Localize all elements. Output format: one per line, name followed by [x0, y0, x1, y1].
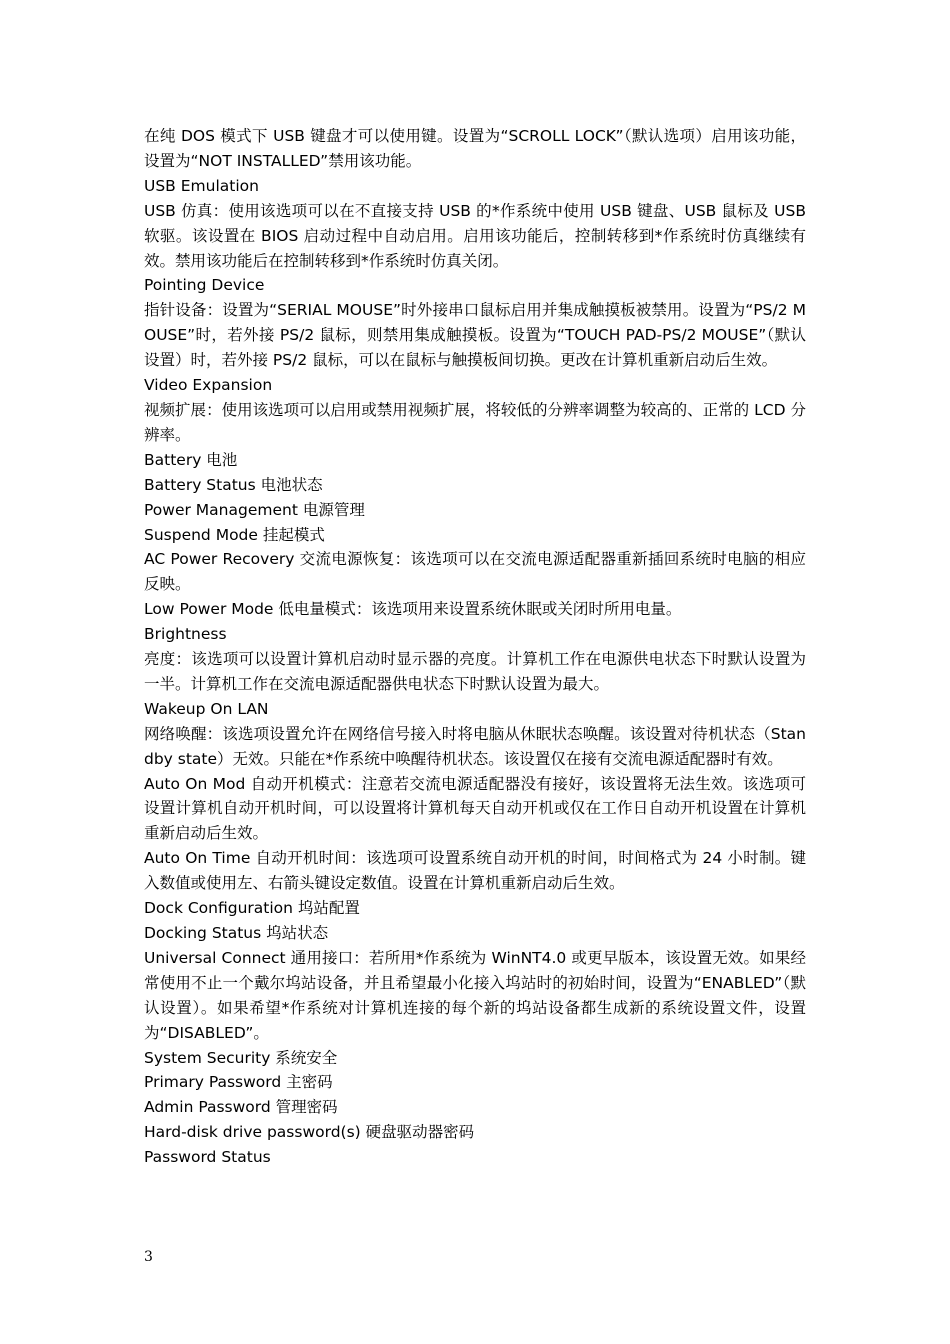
- heading-admin-password: Admin Password 管理密码: [144, 1098, 338, 1117]
- document-body: [144, 124, 806, 1170]
- heading-battery-status: Battery Status 电池状态: [144, 475, 323, 494]
- heading-pointing-device: Pointing Device: [144, 276, 265, 295]
- heading-primary-password: Primary Password 主密码: [144, 1073, 333, 1092]
- heading-hard-disk-password: Hard-disk drive password(s) 硬盘驱动器密码: [144, 1123, 475, 1142]
- paragraph-universal-connect: Universal Connect 通用接口：若所用*作系统为 WinNT4.0 或更早版本，该设置无效。如果经常使用不止一个戴尔坞站设备，并且希望最小化接入坞站时的初始时间，设置为“ENABLED”（默认设置）。如果希望*作系统对计算机连接的每个新的坞站设备都生成新的系统设置文件，设置为“DISABLED”。: [144, 948, 806, 1042]
- heading-wakeup-on-lan: Wakeup On LAN: [144, 699, 269, 718]
- paragraph-ac-power-recovery: AC Power Recovery 交流电源恢复：该选项可以在交流电源适配器重新插回系统时电脑的相应反映。: [144, 550, 806, 594]
- heading-video-expansion: Video Expansion: [144, 376, 273, 395]
- heading-suspend-mode: Suspend Mode 挂起模式: [144, 525, 325, 544]
- paragraph-brightness: 亮度：该选项可以设置计算机启动时显示器的亮度。计算机工作在电源供电状态下时默认设置为一半。计算机工作在交流电源适配器供电状态下时默认设置为最大。: [144, 650, 806, 693]
- paragraph-usb-emulation: USB 仿真：使用该选项可以在不直接支持 USB 的*作系统中使用 USB 键盘、USB 鼠标及 USB 软驱。该设置在 BIOS 启动过程中自动启用。启用该功能后，控制转移到*作系统时仿真继续有效。禁用该功能后在控制转移到*作系统时仿真关闭。: [144, 201, 806, 270]
- page-number: 3: [144, 1249, 153, 1265]
- heading-power-management: Power Management 电源管理: [144, 500, 365, 519]
- heading-brightness: Brightness: [144, 625, 227, 644]
- paragraph-pointing-device: 指针设备：设置为“SERIAL MOUSE”时外接串口鼠标启用并集成触摸板被禁用。设置为“PS/2 MOUSE”时，若外接 PS/2 鼠标，则禁用集成触摸板。设置为“TOUCH PAD-PS/2 MOUSE”（默认设置）时，若外接 PS/2 鼠标，可以在鼠标与触摸板间切换。更改在计算机重新启动后生效。: [144, 301, 806, 370]
- heading-docking-status: Docking Status 坞站状态: [144, 924, 329, 942]
- heading-battery: Battery 电池: [144, 450, 238, 469]
- heading-password-status: Password Status: [144, 1148, 271, 1167]
- heading-usb-emulation: USB Emulation: [144, 176, 259, 195]
- paragraph-auto-on-mod: Auto On Mod 自动开机模式：注意若交流电源适配器没有接好，该设置将无法生效。该选项可设置计算机自动开机时间，可以设置将计算机每天自动开机或仅在工作日自动开机设置在计算机重新启动后生效。: [144, 774, 806, 843]
- heading-system-security: System Security 系统安全: [144, 1048, 338, 1067]
- paragraph-video-expansion: 视频扩展：使用该选项可以启用或禁用视频扩展，将较低的分辨率调整为较高的、正常的 LCD 分辨率。: [144, 400, 806, 444]
- heading-dock-configuration: Dock Configuration 坞站配置: [144, 899, 360, 918]
- paragraph-wakeup-on-lan: 网络唤醒：该选项设置允许在网络信号接入时将电脑从休眠状态唤醒。该设置对待机状态（Standby state）无效。只能在*作系统中唤醒待机状态。该设置仅在接有交流电源适配器时有效。: [144, 724, 806, 768]
- paragraph-low-power-mode: Low Power Mode 低电量模式：该选项用来设置系统休眠或关闭时所用电量。: [144, 600, 682, 619]
- paragraph-auto-on-time: Auto On Time 自动开机时间：该选项可设置系统自动开机的时间，时间格式为 24 小时制。键入数值或使用左、右箭头键设定数值。设置在计算机重新启动后生效。: [144, 849, 806, 893]
- paragraph-usb-keyboard-note: 在纯 DOS 模式下 USB 键盘才可以使用键。设置为“SCROLL LOCK”（默认选项）启用该功能，设置为“NOT INSTALLED”禁用该功能。: [144, 127, 806, 170]
